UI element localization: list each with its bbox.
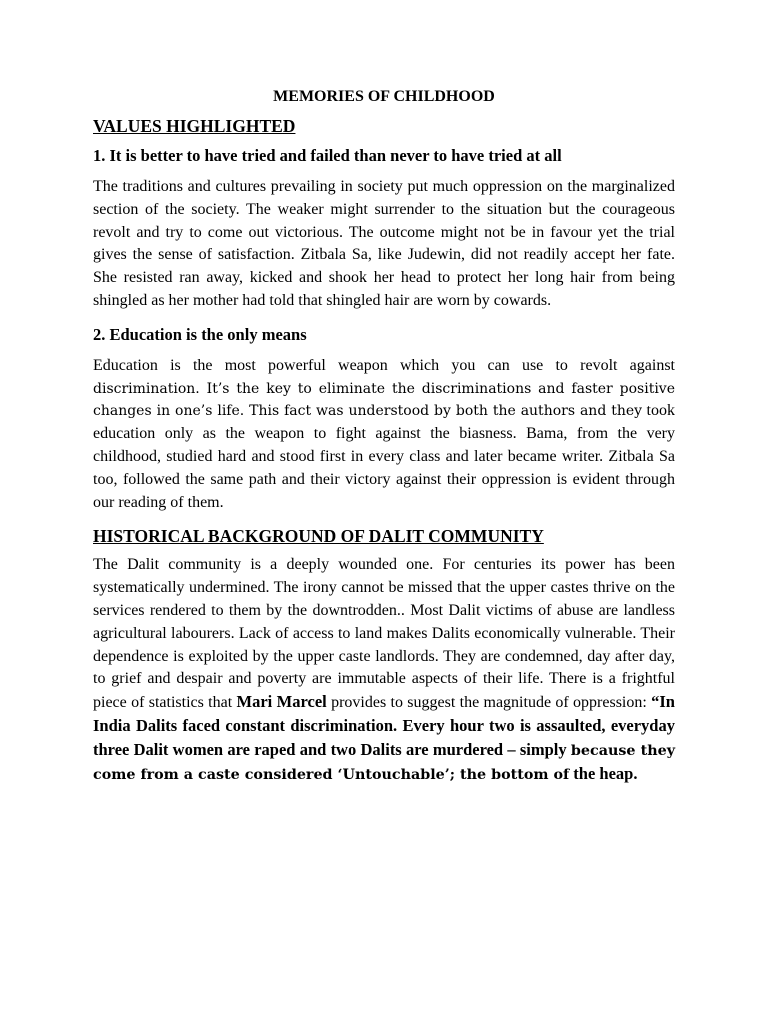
value1-paragraph	[93, 176, 675, 313]
value2-heading: 2. Education is the only means	[93, 324, 307, 344]
history-quote-c: the heap.	[569, 763, 638, 783]
document-page	[93, 86, 675, 796]
value2-paragraph	[93, 355, 675, 515]
document-title: MEMORIES OF CHILDHOOD	[273, 88, 495, 105]
history-text-b: provides to suggest the magnitude of oppression:	[326, 694, 652, 712]
value2-text-a: Education is the most powerful weapon which you can use to revolt against	[93, 356, 675, 374]
value2-text-c: took education only as the weapon to fight against the biasness. Bama, from the very childhood, studied hard and stood first in every class and later became writer. Zitbala Sa too, followed the same path and their victory against their oppression is evident through our reading of them.	[93, 402, 675, 511]
history-author: Mari Marcel	[236, 692, 327, 712]
history-paragraph	[93, 554, 675, 786]
value1-heading: 1. It is better to have tried and failed than never to have tried at all	[93, 146, 562, 165]
history-quote-a: “In India Dalits faced constant discrimination. Every hour two is assaulted, everyday three Dalit women are raped and two Dalits are murdered – simply	[93, 692, 675, 759]
history-quote-b: because they come from a caste considered ‘Untouchable’; the bottom of	[93, 742, 676, 783]
values-heading: VALUES HIGHLIGHTED	[93, 116, 296, 136]
history-text-a: The Dalit community is a deeply wounded one. For centuries its power has been systematically undermined. The irony cannot be missed that the upper castes thrive on the services rendered to them by the downtrodden.. Most Dalit victims of abuse are landless agricultural labourers. Lack of access to land makes Dalits economically vulnerable. Their dependence is exploited by the upper caste landlords. They are condemned, day after day, to grief and despair and poverty are immutable aspects of their life. There is a frightful piece of statistics that	[93, 556, 675, 712]
value1-text: The traditions and cultures prevailing in society put much oppression on the marginalized section of the society. The weaker might surrender to the situation but the courageous revolt and try to come out victorious. The outcome might not be in favour yet the trial gives the sense of satisfaction. Zitbala Sa, like Judewin, did not readily accept her fate. She resisted ran away, kicked and shook her head to protect her long hair from being shingled as her mother had told that shingled hair are worn by cowards.	[93, 178, 675, 309]
value2-text-b: discrimination. It’s the key to eliminate the discriminations and faster positive changes in one’s life. This fact was understood by both the authors and they	[93, 380, 675, 420]
history-heading: HISTORICAL BACKGROUND OF DALIT COMMUNITY	[93, 526, 544, 547]
